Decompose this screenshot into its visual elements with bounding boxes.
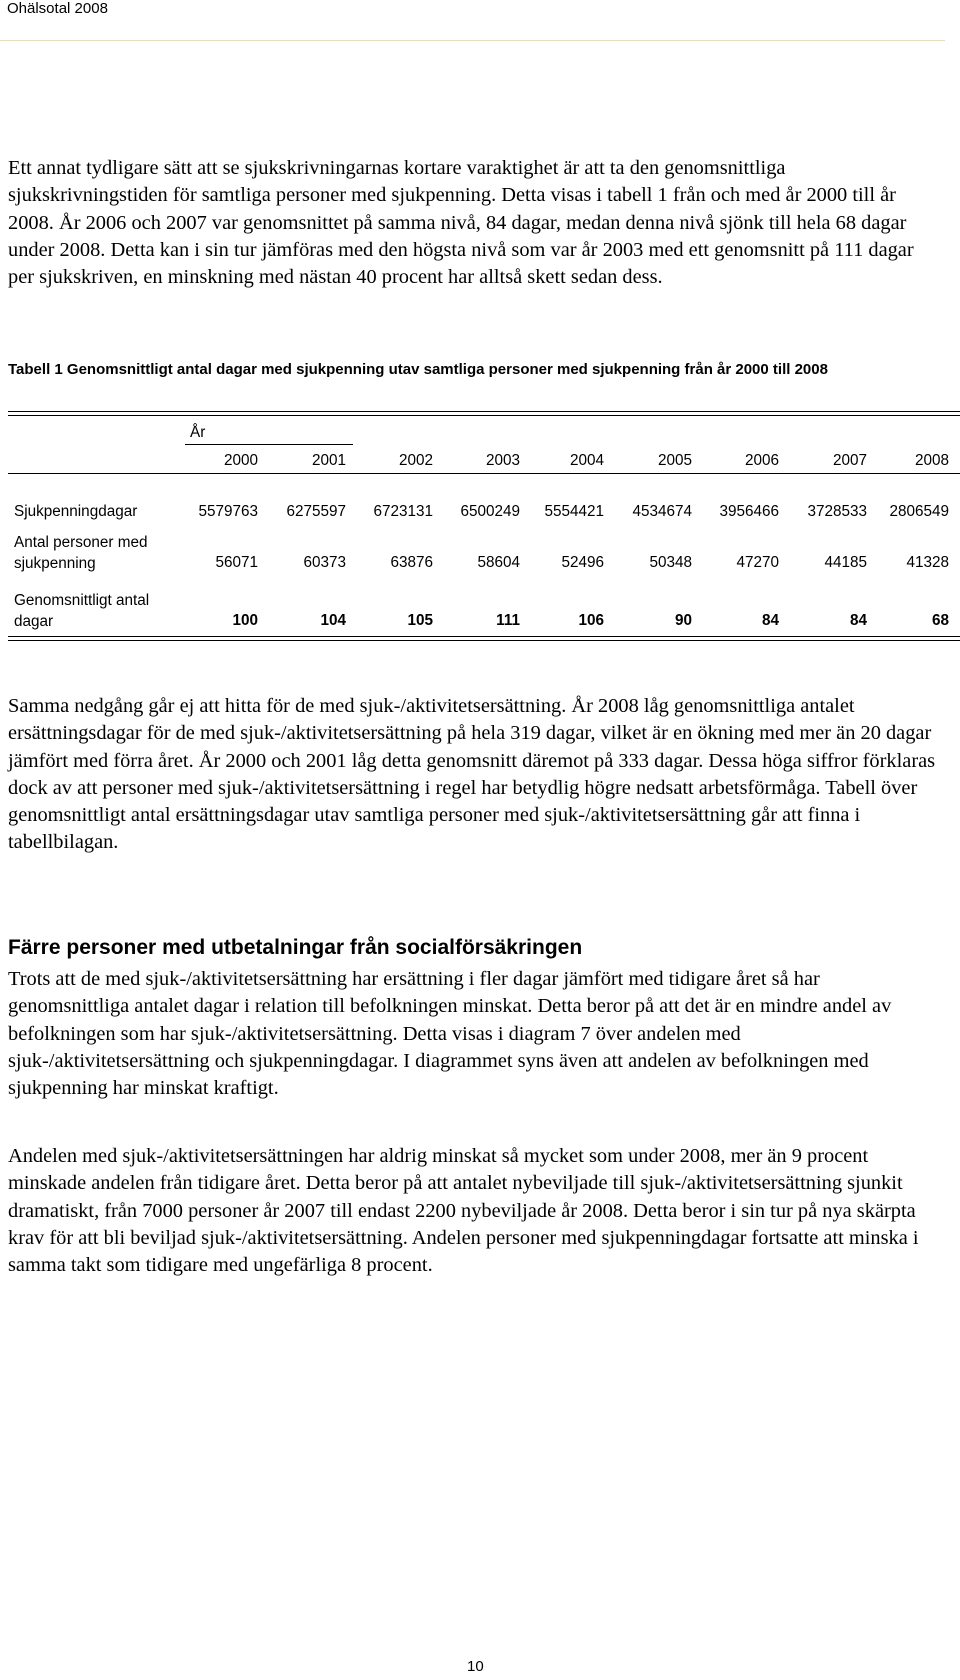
table-cell: 68 [931,612,949,629]
year-2004: 2004 [569,452,604,469]
body-paragraph: Andelen med sjuk-/aktivitetsersättningen har aldrig minskat så mycket som under 2008, mer än 9 procent minskade andelen från tidigare året. Detta beror på att antalet nybeviljade till sjuk-/aktivitetsersättning sjunkit dramatiskt, från 7000 personer år 2007 till endast 2200 nybeviljade år 2008. Detta beror i sin tur på nya skärpta krav för att bli beviljad sjuk-/aktivitetsersättning. Andelen personer med sjukpenningdagar fortsatte att minska i samma takt som tidigare med ungefärliga 8 procent. [8,1145,919,1277]
year-2003: 2003 [485,452,520,469]
header-bottom-rule [8,473,960,474]
document-header: Ohälsotal 2008 [7,0,108,17]
table-cell: 3728533 [807,503,867,520]
table-cell: 6275597 [286,503,346,520]
row-label-antal-personer: Antal personer med sjukpenning [14,534,148,572]
year-2005: 2005 [657,452,692,469]
table-cell: 90 [674,612,692,629]
year-2008: 2008 [914,452,949,469]
table-caption: Tabell 1 Genomsnittligt antal dagar med sjukpenning utav samtliga personer med sjukpenning från år 2000 till 2008 [8,361,828,378]
page-number: 10 [467,1658,484,1675]
table-cell: 3956466 [719,503,779,520]
table-cell: 105 [407,612,433,629]
year-2001: 2001 [311,452,346,469]
row-label-sjukpenningdagar: Sjukpenningdagar [14,503,138,520]
year-header-underline [185,444,353,445]
table-cell: 106 [578,612,604,629]
table-cell: 5579763 [198,503,258,520]
year-2006: 2006 [744,452,779,469]
data-table [0,0,960,700]
table-bottom-rule-second [8,640,960,641]
year-2002: 2002 [398,452,433,469]
table-cell: 100 [232,612,258,629]
table-cell: 60373 [303,554,346,571]
table-cell: 104 [320,612,346,629]
table-cell: 111 [496,612,520,629]
table-cell: 44185 [824,554,867,571]
table-cell: 56071 [215,554,258,571]
table-cell: 41328 [906,554,949,571]
year-header: År [190,424,206,441]
table-cell: 6500249 [460,503,520,520]
header-divider [0,40,945,41]
table-cell: 2806549 [889,503,949,520]
intro-paragraph: Ett annat tydligare sätt att se sjukskrivningarnas kortare varaktighet är att ta den genomsnittliga sjukskrivningstiden för samtliga personer med sjukpenning. Detta visas i tabell 1 från och med år 2000 till år 2008. År 2006 och 2007 var genomsnittet på samma nivå, 84 dagar, medan denna nivå sjönk till hela 68 dagar under 2008. Detta kan i sin tur jämföras med den högsta nivå som var år 2003 med ett genomsnitt på 111 dagar per sjukskriven, en minskning med nästan 40 procent har alltså skett sedan dess. [8,157,914,289]
section-heading: Färre personer med utbetalningar från socialförsäkringen [8,936,583,959]
table-cell: 5554421 [544,503,604,520]
table-cell: 58604 [477,554,520,571]
table-cell: 52496 [561,554,604,571]
table-cell: 6723131 [373,503,433,520]
body-paragraph: Trots att de med sjuk-/aktivitetsersättning har ersättning i fler dagar jämfört med tidigare året så har genomsnittliga antalet dagar i relation till befolkningen minskat. Detta beror på att det är en mindre andel av befolkningen som har sjuk-/aktivitetsersättning. Detta visas i diagram 7 över andelen med sjuk-/aktivitetsersättning och sjukpenningdagar. I diagrammet syns även att andelen av befolkningen med sjukpenning har minskat kraftigt. [8,968,892,1100]
year-2000: 2000 [223,452,258,469]
table-top-rule-second [8,415,960,416]
body-paragraph: Samma nedgång går ej att hitta för de med sjuk-/aktivitetsersättning. År 2008 låg genomsnittliga antalet ersättningsdagar för de med sjuk-/aktivitetsersättning på hela 319 dagar, vilket är en ökning med mer än 20 dagar jämfört med förra året. År 2000 och 2001 låg detta genomsnitt däremot på 333 dagar. Dessa höga siffror förklaras dock av att personer med sjuk-/aktivitetsersättning i regel har betydlig högre nedsatt arbetsförmåga. Tabell över genomsnittligt antal ersättningsdagar utav samtliga personer med sjuk-/aktivitetsersättning går att finna i tabellbilagan. [8,695,936,854]
table-cell: 63876 [390,554,433,571]
table-bottom-rule [8,636,960,637]
table-cell: 50348 [649,554,692,571]
table-cell: 84 [849,612,867,629]
table-top-rule [8,411,960,412]
table-cell: 84 [761,612,779,629]
year-2007: 2007 [832,452,867,469]
table-cell: 4534674 [632,503,692,520]
table-cell: 47270 [736,554,779,571]
row-label-genomsnittligt: Genomsnittligt antal dagar [14,592,150,630]
